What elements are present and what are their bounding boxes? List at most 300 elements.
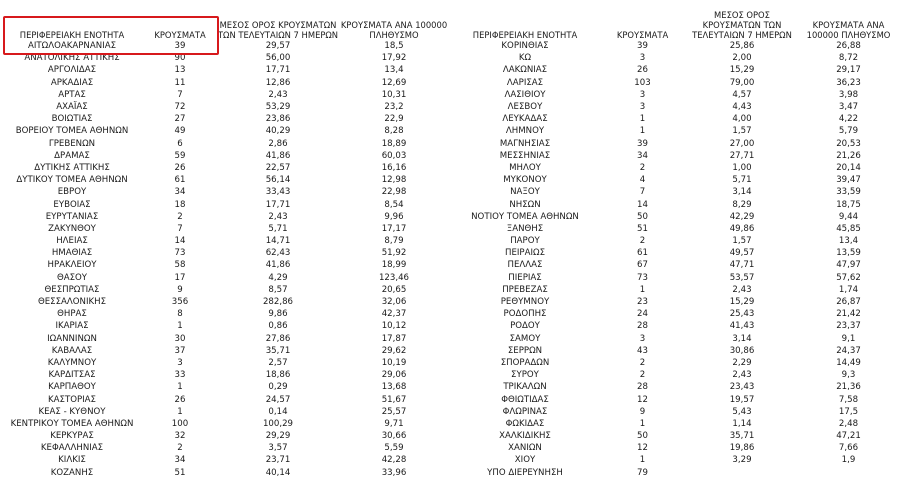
cell-per100k: 13,59 xyxy=(836,248,861,259)
header-cases: ΚΡΟΥΣΜΑΤΑ xyxy=(154,30,206,40)
header-cases: ΚΡΟΥΣΜΑΤΑ xyxy=(616,30,669,40)
table-row xyxy=(0,418,448,430)
cell-cases: 11 xyxy=(174,77,186,88)
cell-region: ΛΕΣΒΟΥ xyxy=(507,102,543,113)
cell-cases: 7 xyxy=(177,223,183,234)
cell-avg7: 4,57 xyxy=(732,89,752,100)
cell-per100k: 4,22 xyxy=(838,114,859,125)
cell-per100k: 23,2 xyxy=(384,102,404,113)
cell-cases: 51 xyxy=(174,467,186,478)
cell-avg7: 29,57 xyxy=(265,41,291,52)
cell-cases: 1 xyxy=(639,126,646,137)
cell-cases: 14 xyxy=(637,199,648,210)
cell-cases: 37 xyxy=(174,345,186,356)
table-row xyxy=(450,162,898,174)
table-row xyxy=(450,418,898,430)
table-row xyxy=(450,150,898,162)
cell-avg7: 35,71 xyxy=(729,431,755,442)
cell-cases: 51 xyxy=(637,223,648,234)
table-row xyxy=(0,174,448,186)
cell-per100k: 7,66 xyxy=(838,443,859,454)
cell-cases: 34 xyxy=(174,455,186,466)
cell-avg7: 56,00 xyxy=(265,53,291,64)
cell-region: ΡΟΔΟΥ xyxy=(510,321,540,332)
cell-cases: 24 xyxy=(637,309,648,320)
cell-region: ΒΟΡΕΙΟΥ ΤΟΜΕΑ ΑΘΗΝΩΝ xyxy=(15,126,129,137)
table-row xyxy=(450,369,898,381)
cell-per100k: 3,98 xyxy=(838,89,859,100)
cell-region: ΣΑΜΟΥ xyxy=(509,333,541,344)
cell-cases: 39 xyxy=(637,138,648,149)
cell-region: ΓΡΕΒΕΝΩΝ xyxy=(48,138,96,149)
cell-cases: 1 xyxy=(639,114,646,125)
cell-avg7: 4,29 xyxy=(268,272,288,283)
cell-cases: 12 xyxy=(637,443,648,454)
cell-avg7: 40,14 xyxy=(265,467,291,478)
cell-per100k: 14,49 xyxy=(836,357,861,368)
table-row xyxy=(0,259,448,271)
cell-region: ΕΒΡΟΥ xyxy=(57,187,87,198)
cell-region: ΝΗΣΩΝ xyxy=(509,199,541,210)
cell-region: ΚΑΣΤΟΡΙΑΣ xyxy=(48,394,96,405)
table-row xyxy=(450,186,898,198)
cell-per100k: 22,98 xyxy=(381,187,407,198)
table-row xyxy=(0,186,448,198)
cell-avg7: 12,86 xyxy=(265,77,291,88)
cell-cases: 14 xyxy=(174,236,186,247)
cell-region: ΚΑΡΠΑΘΟΥ xyxy=(48,382,96,393)
cell-per100k: 10,12 xyxy=(381,321,407,332)
cell-region: ΛΕΥΚΑΔΑΣ xyxy=(502,114,548,125)
cell-region: ΝΑΞΟΥ xyxy=(510,187,540,198)
cell-avg7: 23,71 xyxy=(265,455,291,466)
cell-per100k: 47,21 xyxy=(836,431,861,442)
cell-cases: 1 xyxy=(639,418,646,429)
cell-region: ΕΥΡΥΤΑΝΙΑΣ xyxy=(45,211,99,222)
cell-avg7: 62,43 xyxy=(265,248,291,259)
cell-avg7: 33,43 xyxy=(265,187,291,198)
cell-per100k: 20,65 xyxy=(381,284,407,295)
cell-region: ΑΧΑΪΑΣ xyxy=(56,102,88,113)
cases-table-right xyxy=(450,0,898,479)
table-row xyxy=(450,320,898,332)
cell-cases: 58 xyxy=(174,260,186,271)
header-avg7: ΜΕΣΟΣ ΟΡΟΣ ΚΡΟΥΣΜΑΤΩΝ ΤΩΝ ΤΕΛΕΥΤΑΙΩΝ 7 ΗΜΕΡΩΝ xyxy=(692,10,792,40)
table-row xyxy=(0,64,448,76)
cell-avg7: 15,29 xyxy=(729,65,755,76)
cell-region: ΠΕΛΛΑΣ xyxy=(507,260,543,271)
cell-per100k: 13,4 xyxy=(384,65,404,76)
cell-per100k: 18,5 xyxy=(384,41,404,52)
cell-region: ΡΕΘΥΜΝΟΥ xyxy=(500,297,550,308)
cell-avg7: 49,86 xyxy=(729,223,755,234)
cell-region: ΙΚΑΡΙΑΣ xyxy=(55,321,89,332)
cell-avg7: 1,57 xyxy=(732,236,752,247)
table-row xyxy=(450,345,898,357)
cell-avg7: 0,29 xyxy=(268,382,288,393)
cell-per100k: 21,42 xyxy=(836,309,861,320)
cell-per100k: 45,85 xyxy=(836,223,861,234)
cell-per100k: 32,06 xyxy=(381,297,407,308)
right-table-panel xyxy=(450,0,900,479)
cell-cases: 13 xyxy=(174,65,186,76)
cell-cases: 28 xyxy=(637,321,648,332)
cell-per100k: 8,72 xyxy=(838,53,859,64)
cell-avg7: 41,86 xyxy=(265,260,291,271)
cell-cases: 61 xyxy=(174,175,186,186)
cell-cases: 4 xyxy=(639,175,646,186)
cell-cases: 356 xyxy=(171,297,189,308)
cell-avg7: 2,43 xyxy=(732,370,752,381)
cell-cases: 3 xyxy=(639,53,646,64)
table-row xyxy=(0,284,448,296)
table-row xyxy=(450,272,898,284)
table-row xyxy=(450,235,898,247)
cell-cases: 1 xyxy=(177,382,183,393)
cell-region: ΣΠΟΡΑΔΩΝ xyxy=(500,357,550,368)
cell-per100k: 18,99 xyxy=(381,260,407,271)
cell-per100k: 12,69 xyxy=(381,77,407,88)
table-row xyxy=(0,272,448,284)
cell-per100k: 9,96 xyxy=(384,211,404,222)
cell-cases: 90 xyxy=(174,53,186,64)
cell-per100k: 33,96 xyxy=(381,467,407,478)
cell-per100k: 8,54 xyxy=(384,199,404,210)
cell-avg7: 30,86 xyxy=(729,345,755,356)
cell-region: ΚΙΛΚΙΣ xyxy=(58,455,86,466)
cases-table-left xyxy=(0,0,448,479)
cell-per100k: 13,68 xyxy=(381,382,407,393)
cell-region: ΝΟΤΙΟΥ ΤΟΜΕΑ ΑΘΗΝΩΝ xyxy=(471,211,579,222)
cell-region: ΚΩ xyxy=(518,53,532,64)
cell-per100k: 9,44 xyxy=(838,211,859,222)
cell-cases: 73 xyxy=(637,272,648,283)
cell-per100k: 42,37 xyxy=(381,309,407,320)
cell-cases: 7 xyxy=(177,89,183,100)
cell-cases: 18 xyxy=(174,199,186,210)
cell-avg7: 5,43 xyxy=(732,406,752,417)
table-row xyxy=(0,442,448,454)
table-row xyxy=(0,125,448,137)
cell-region: ΚΟΖΑΝΗΣ xyxy=(50,467,94,478)
cell-region: ΚΕΑΣ - ΚΥΘΝΟΥ xyxy=(38,406,106,417)
cell-avg7: 53,57 xyxy=(729,272,755,283)
cell-avg7: 47,71 xyxy=(729,260,755,271)
table-row xyxy=(450,113,898,125)
cell-avg7: 4,00 xyxy=(732,114,752,125)
cell-avg7: 2,29 xyxy=(732,357,752,368)
cell-avg7: 49,57 xyxy=(729,248,755,259)
table-header-row xyxy=(0,0,448,40)
cell-cases: 39 xyxy=(174,41,186,52)
cell-avg7: 2,43 xyxy=(268,89,288,100)
cell-avg7: 56,14 xyxy=(265,175,291,186)
cell-region: ΚΑΒΑΛΑΣ xyxy=(51,345,93,356)
table-row xyxy=(0,52,448,64)
cell-per100k: 51,67 xyxy=(381,394,407,405)
table-row xyxy=(0,406,448,418)
cell-region: ΠΙΕΡΙΑΣ xyxy=(508,272,542,283)
cell-cases: 2 xyxy=(177,443,183,454)
header-region: ΠΕΡΙΦΕΡΕΙΑΚΗ ΕΝΟΤΗΤΑ xyxy=(472,30,578,40)
cell-cases: 2 xyxy=(177,211,183,222)
cell-region: ΦΩΚΙΔΑΣ xyxy=(505,418,545,429)
table-header-row xyxy=(450,0,898,40)
cell-cases: 34 xyxy=(174,187,186,198)
cell-per100k: 2,48 xyxy=(838,418,859,429)
cell-avg7: 2,43 xyxy=(268,211,288,222)
cell-avg7: 17,71 xyxy=(265,65,291,76)
cell-region: ΣΥΡΟΥ xyxy=(511,370,539,381)
cell-per100k: 1,9 xyxy=(841,455,856,466)
table-row xyxy=(0,357,448,369)
table-row xyxy=(0,223,448,235)
cell-per100k: 8,79 xyxy=(384,236,404,247)
header-per100k: ΚΡΟΥΣΜΑΤΑ ΑΝΑ 100000 ΠΛΗΘΥΣΜΟ xyxy=(340,20,448,40)
table-row xyxy=(450,223,898,235)
cell-avg7: 18,86 xyxy=(265,370,291,381)
cell-per100k: 36,23 xyxy=(836,77,861,88)
table-row xyxy=(0,296,448,308)
cell-avg7: 2,00 xyxy=(732,53,752,64)
cell-avg7: 41,43 xyxy=(729,321,755,332)
cell-avg7: 5,71 xyxy=(732,175,752,186)
cell-per100k: 16,16 xyxy=(381,162,407,173)
cell-cases: 26 xyxy=(637,65,648,76)
cell-region: ΚΑΛΥΜΝΟΥ xyxy=(47,357,97,368)
cell-cases: 39 xyxy=(637,41,648,52)
table-row xyxy=(0,101,448,113)
table-row xyxy=(450,454,898,466)
cell-avg7: 3,14 xyxy=(732,333,752,344)
table-row xyxy=(450,40,898,52)
cell-avg7: 24,57 xyxy=(265,394,291,405)
cell-per100k: 12,98 xyxy=(381,175,407,186)
cell-region: ΜΥΚΟΝΟΥ xyxy=(503,175,547,186)
cell-per100k: 3,47 xyxy=(838,102,859,113)
cell-per100k: 57,62 xyxy=(836,272,861,283)
cell-avg7: 25,43 xyxy=(729,309,755,320)
cell-per100k: 29,06 xyxy=(381,370,407,381)
cell-per100k: 47,97 xyxy=(836,260,861,271)
cell-region: ΛΑΚΩΝΙΑΣ xyxy=(502,65,548,76)
table-row xyxy=(0,430,448,442)
cell-region: ΔΥΤΙΚΗΣ ΑΤΤΙΚΗΣ xyxy=(34,162,110,173)
table-row xyxy=(450,381,898,393)
table-row xyxy=(0,308,448,320)
cell-per100k: 9,3 xyxy=(841,370,856,381)
table-row xyxy=(0,162,448,174)
cell-region: ΠΕΙΡΑΙΩΣ xyxy=(504,248,546,259)
cell-per100k: 8,28 xyxy=(384,126,404,137)
cell-region: ΜΗΛΟΥ xyxy=(509,162,541,173)
cell-region: ΡΟΔΟΠΗΣ xyxy=(503,309,547,320)
cell-cases: 34 xyxy=(637,150,648,161)
cell-avg7: 40,29 xyxy=(265,126,291,137)
cell-avg7: 27,71 xyxy=(729,150,755,161)
cell-cases: 30 xyxy=(174,333,186,344)
cell-avg7: 2,57 xyxy=(268,357,288,368)
cell-per100k: 20,14 xyxy=(836,162,861,173)
table-row xyxy=(0,198,448,210)
cell-avg7: 5,71 xyxy=(268,223,288,234)
table-row xyxy=(450,101,898,113)
cell-cases: 1 xyxy=(177,321,183,332)
cell-cases: 12 xyxy=(637,394,648,405)
cell-region: ΜΕΣΣΗΝΙΑΣ xyxy=(499,150,551,161)
cell-avg7: 14,71 xyxy=(265,236,291,247)
cell-avg7: 0,86 xyxy=(268,321,288,332)
cell-per100k: 20,53 xyxy=(836,138,861,149)
cell-per100k: 17,92 xyxy=(381,53,407,64)
cell-avg7: 282,86 xyxy=(262,297,294,308)
cell-cases: 1 xyxy=(639,284,646,295)
cell-cases: 50 xyxy=(637,211,648,222)
cell-cases: 9 xyxy=(177,284,183,295)
cell-per100k: 21,36 xyxy=(836,382,861,393)
cell-avg7: 9,86 xyxy=(268,309,288,320)
table-row xyxy=(0,320,448,332)
cell-per100k: 30,66 xyxy=(381,431,407,442)
cell-region: ΦΘΙΩΤΙΔΑΣ xyxy=(501,394,549,405)
cell-cases: 33 xyxy=(174,370,186,381)
cell-cases: 26 xyxy=(174,394,186,405)
cell-per100k: 22,9 xyxy=(384,114,404,125)
cell-avg7: 8,29 xyxy=(732,199,752,210)
cell-cases: 3 xyxy=(177,357,183,368)
cell-region: ΚΟΡΙΝΘΙΑΣ xyxy=(501,41,549,52)
table-row xyxy=(450,125,898,137)
cell-region: ΤΡΙΚΑΛΩΝ xyxy=(503,382,547,393)
cell-avg7: 19,86 xyxy=(729,443,755,454)
cell-cases: 8 xyxy=(177,309,183,320)
cell-cases: 67 xyxy=(637,260,648,271)
cell-per100k xyxy=(799,467,898,479)
table-row xyxy=(450,259,898,271)
cell-region: ΗΡΑΚΛΕΙΟΥ xyxy=(47,260,97,271)
cell-per100k: 42,28 xyxy=(381,455,407,466)
cell-cases: 2 xyxy=(639,370,646,381)
table-row xyxy=(450,77,898,89)
cell-avg7: 53,29 xyxy=(265,102,291,113)
cell-avg7: 15,29 xyxy=(729,297,755,308)
cell-avg7: 19,57 xyxy=(729,394,755,405)
cell-cases: 1 xyxy=(639,455,646,466)
table-row xyxy=(0,138,448,150)
cell-per100k: 25,57 xyxy=(381,406,407,417)
cell-region: ΕΥΒΟΙΑΣ xyxy=(53,199,91,210)
table-row xyxy=(450,357,898,369)
cell-per100k: 60,03 xyxy=(381,150,407,161)
cell-per100k: 29,17 xyxy=(836,65,861,76)
table-row xyxy=(0,467,448,479)
table-row xyxy=(0,113,448,125)
cell-cases: 3 xyxy=(639,333,646,344)
cell-region: ΗΛΕΙΑΣ xyxy=(56,236,88,247)
cell-per100k: 13,4 xyxy=(838,236,859,247)
cell-region: ΔΥΤΙΚΟΥ ΤΟΜΕΑ ΑΘΗΝΩΝ xyxy=(16,175,128,186)
cell-region: ΖΑΚΥΝΘΟΥ xyxy=(48,223,96,234)
table-row xyxy=(450,430,898,442)
cell-region: ΔΡΑΜΑΣ xyxy=(54,150,90,161)
cell-cases: 50 xyxy=(637,431,648,442)
cell-per100k: 24,37 xyxy=(836,345,861,356)
table-row xyxy=(0,369,448,381)
cell-cases: 79 xyxy=(637,467,648,478)
cell-avg7: 8,57 xyxy=(268,284,288,295)
cell-region: ΘΑΣΟΥ xyxy=(56,272,88,283)
table-row xyxy=(0,393,448,405)
table-row xyxy=(450,406,898,418)
cell-avg7: 41,86 xyxy=(265,150,291,161)
cell-per100k: 29,62 xyxy=(381,345,407,356)
cell-avg7: 2,86 xyxy=(268,138,288,149)
cell-per100k: 33,59 xyxy=(836,187,861,198)
cell-avg7: 3,29 xyxy=(732,455,752,466)
cell-avg7: 100,29 xyxy=(262,418,294,429)
cell-region: ΥΠΟ ΔΙΕΡΕΥΝΗΣΗ xyxy=(487,467,563,478)
cell-cases: 17 xyxy=(174,272,186,283)
cell-per100k: 18,89 xyxy=(381,138,407,149)
cell-region: ΠΑΡΟΥ xyxy=(510,236,540,247)
cell-cases: 49 xyxy=(174,126,186,137)
cell-region: ΛΗΜΝΟΥ xyxy=(505,126,545,137)
table-row xyxy=(0,235,448,247)
header-region: ΠΕΡΙΦΕΡΕΙΑΚΗ ΕΝΟΤΗΤΑ xyxy=(19,30,125,40)
cell-avg7: 27,00 xyxy=(729,138,755,149)
cell-cases: 100 xyxy=(171,418,189,429)
table-row xyxy=(0,454,448,466)
cell-cases: 6 xyxy=(177,138,183,149)
table-row xyxy=(450,198,898,210)
cell-avg7: 25,86 xyxy=(729,41,755,52)
cell-region: ΚΕΦΑΛΛΗΝΙΑΣ xyxy=(40,443,104,454)
cell-cases: 61 xyxy=(637,248,648,259)
table-row xyxy=(0,381,448,393)
cell-cases: 72 xyxy=(174,102,186,113)
cell-region: ΘΕΣΠΡΩΤΙΑΣ xyxy=(44,284,100,295)
cell-avg7: 17,71 xyxy=(265,199,291,210)
cell-avg7: 4,43 xyxy=(732,102,752,113)
table-row xyxy=(450,52,898,64)
cell-avg7: 1,14 xyxy=(732,418,752,429)
cell-region: ΠΡΕΒΕΖΑΣ xyxy=(502,284,548,295)
header-per100k: ΚΡΟΥΣΜΑΤΑ ΑΝΑ 100000 ΠΛΗΘΥΣΜΟ xyxy=(806,20,891,40)
cell-cases: 32 xyxy=(174,431,186,442)
cell-avg7: 42,29 xyxy=(729,211,755,222)
cell-per100k: 18,75 xyxy=(836,199,861,210)
cell-per100k: 26,87 xyxy=(836,297,861,308)
table-row xyxy=(0,150,448,162)
cell-per100k: 39,47 xyxy=(836,175,861,186)
cell-per100k: 23,37 xyxy=(836,321,861,332)
cell-per100k: 7,58 xyxy=(838,394,859,405)
table-row xyxy=(450,89,898,101)
cell-region: ΙΩΑΝΝΙΝΩΝ xyxy=(47,333,97,344)
cell-region: ΛΑΣΙΘΙΟΥ xyxy=(504,89,546,100)
cell-per100k: 10,31 xyxy=(381,89,407,100)
cell-avg7: 0,14 xyxy=(268,406,288,417)
table-row xyxy=(0,211,448,223)
cell-avg7: 1,00 xyxy=(732,162,752,173)
cell-per100k: 17,17 xyxy=(381,223,407,234)
cell-avg7: 2,43 xyxy=(732,284,752,295)
cell-region: ΑΝΑΤΟΛΙΚΗΣ ΑΤΤΙΚΗΣ xyxy=(24,53,120,64)
cell-region: ΦΛΩΡΙΝΑΣ xyxy=(502,406,548,417)
table-row xyxy=(450,64,898,76)
cell-region: ΧΙΟΥ xyxy=(514,455,536,466)
cell-avg7: 3,57 xyxy=(268,443,288,454)
